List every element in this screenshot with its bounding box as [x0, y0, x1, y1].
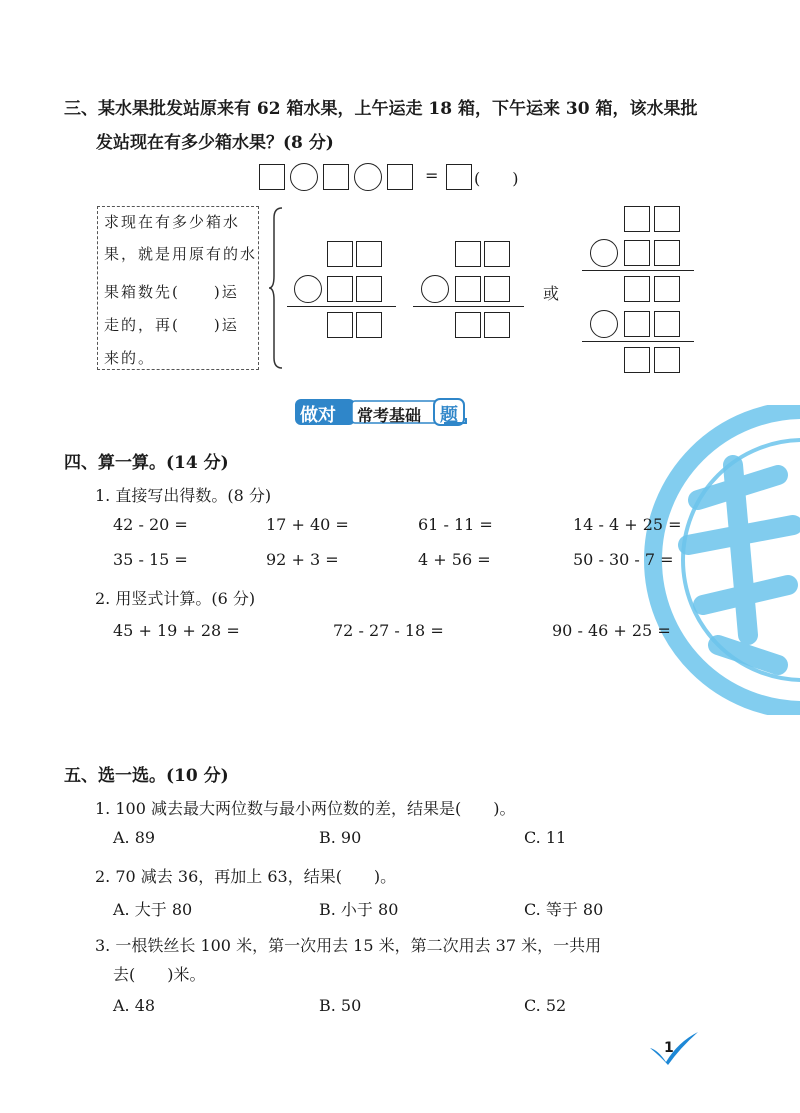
- calc-item: 17 + 40 =: [266, 515, 349, 534]
- choice-option[interactable]: B. 90: [319, 828, 362, 847]
- operator-circle[interactable]: [421, 275, 449, 303]
- vertical-calc-item: 45 + 19 + 28 =: [113, 621, 240, 640]
- banner-part2: 常考基础: [357, 406, 422, 425]
- calc-item: 4 + 56 =: [418, 550, 491, 569]
- answer-box[interactable]: [323, 164, 349, 190]
- answer-box[interactable]: [387, 164, 413, 190]
- choice-option[interactable]: B. 小于 80: [319, 900, 399, 919]
- section4-title: 四、算一算。(14 分): [64, 453, 229, 473]
- answer-box[interactable]: [654, 206, 680, 232]
- answer-box[interactable]: [356, 312, 382, 338]
- answer-box[interactable]: [654, 276, 680, 302]
- calc-item: 50 - 30 - 7 =: [573, 550, 674, 569]
- checkmark-icon: [648, 1030, 700, 1066]
- calc-line: [582, 270, 694, 271]
- note-line: 来的。: [104, 349, 156, 367]
- answer-box[interactable]: [624, 311, 650, 337]
- operator-circle[interactable]: [590, 239, 618, 267]
- calc-line: [582, 341, 694, 342]
- note-line: 走的，再( )运: [104, 316, 239, 334]
- calc-item: 35 - 15 =: [113, 550, 188, 569]
- calc-item: 61 - 11 =: [418, 515, 493, 534]
- answer-box[interactable]: [356, 241, 382, 267]
- answer-box[interactable]: [484, 276, 510, 302]
- note-line: 果箱数先( )运: [104, 283, 239, 301]
- calc-item: 14 - 4 + 25 =: [573, 515, 682, 534]
- section4-sub2-title: 2. 用竖式计算。(6 分): [95, 589, 256, 608]
- answer-box[interactable]: [446, 164, 472, 190]
- vertical-calc-item: 90 - 46 + 25 =: [552, 621, 671, 640]
- choice-question-3-line2: 去( )米。: [113, 965, 206, 984]
- section5-title: 五、选一选。(10 分): [64, 766, 229, 786]
- answer-box[interactable]: [455, 241, 481, 267]
- note-line: 果，就是用原有的水: [104, 245, 258, 263]
- operator-circle[interactable]: [590, 310, 618, 338]
- answer-box[interactable]: [455, 312, 481, 338]
- answer-box[interactable]: [654, 240, 680, 266]
- answer-box[interactable]: [356, 276, 382, 302]
- or-label: 或: [543, 284, 560, 303]
- page-number: 1: [664, 1040, 674, 1056]
- choice-option[interactable]: B. 50: [319, 996, 362, 1015]
- calc-line: [287, 306, 396, 307]
- choice-option[interactable]: C. 等于 80: [524, 900, 604, 919]
- calc-line: [413, 306, 524, 307]
- answer-box[interactable]: [259, 164, 285, 190]
- calc-item: 42 - 20 =: [113, 515, 188, 534]
- choice-question-1: 1. 100 减去最大两位数与最小两位数的差，结果是( )。: [95, 799, 516, 818]
- banner-part3: 题: [440, 405, 458, 426]
- answer-box[interactable]: [654, 347, 680, 373]
- section4-sub1-title: 1. 直接写出得数。(8 分): [95, 486, 272, 505]
- banner-part1: 做对: [300, 405, 336, 426]
- operator-circle[interactable]: [294, 275, 322, 303]
- answer-box[interactable]: [624, 276, 650, 302]
- answer-box[interactable]: [624, 240, 650, 266]
- choice-question-3-line1: 3. 一根铁丝长 100 米，第一次用去 15 米，第二次用去 37 米，一共用: [95, 936, 602, 955]
- answer-box[interactable]: [624, 206, 650, 232]
- operator-circle[interactable]: [354, 163, 382, 191]
- choice-option[interactable]: A. 89: [113, 828, 156, 847]
- answer-box[interactable]: [624, 347, 650, 373]
- answer-box[interactable]: [484, 312, 510, 338]
- answer-box[interactable]: [327, 241, 353, 267]
- answer-box[interactable]: [327, 276, 353, 302]
- unit-paren: ( ): [474, 169, 519, 188]
- choice-option[interactable]: A. 大于 80: [113, 900, 193, 919]
- choice-option[interactable]: C. 52: [524, 996, 567, 1015]
- section3-title-line1: 三、某水果批发站原来有 62 箱水果，上午运走 18 箱，下午运来 30 箱，该水果批: [64, 99, 698, 119]
- choice-option[interactable]: C. 11: [524, 828, 567, 847]
- answer-box[interactable]: [455, 276, 481, 302]
- equals-sign: =: [425, 166, 439, 185]
- left-brace-icon: [268, 206, 284, 370]
- section-banner: [294, 396, 470, 428]
- vertical-calc-item: 72 - 27 - 18 =: [333, 621, 444, 640]
- choice-option[interactable]: A. 48: [113, 996, 156, 1015]
- answer-box[interactable]: [327, 312, 353, 338]
- choice-question-2: 2. 70 减去 36，再加上 63，结果( )。: [95, 867, 397, 886]
- note-line: 求现在有多少箱水: [104, 213, 241, 231]
- calc-item: 92 + 3 =: [266, 550, 339, 569]
- answer-box[interactable]: [484, 241, 510, 267]
- section3-title-line2: 发站现在有多少箱水果？(8 分): [96, 133, 334, 153]
- answer-box[interactable]: [654, 311, 680, 337]
- operator-circle[interactable]: [290, 163, 318, 191]
